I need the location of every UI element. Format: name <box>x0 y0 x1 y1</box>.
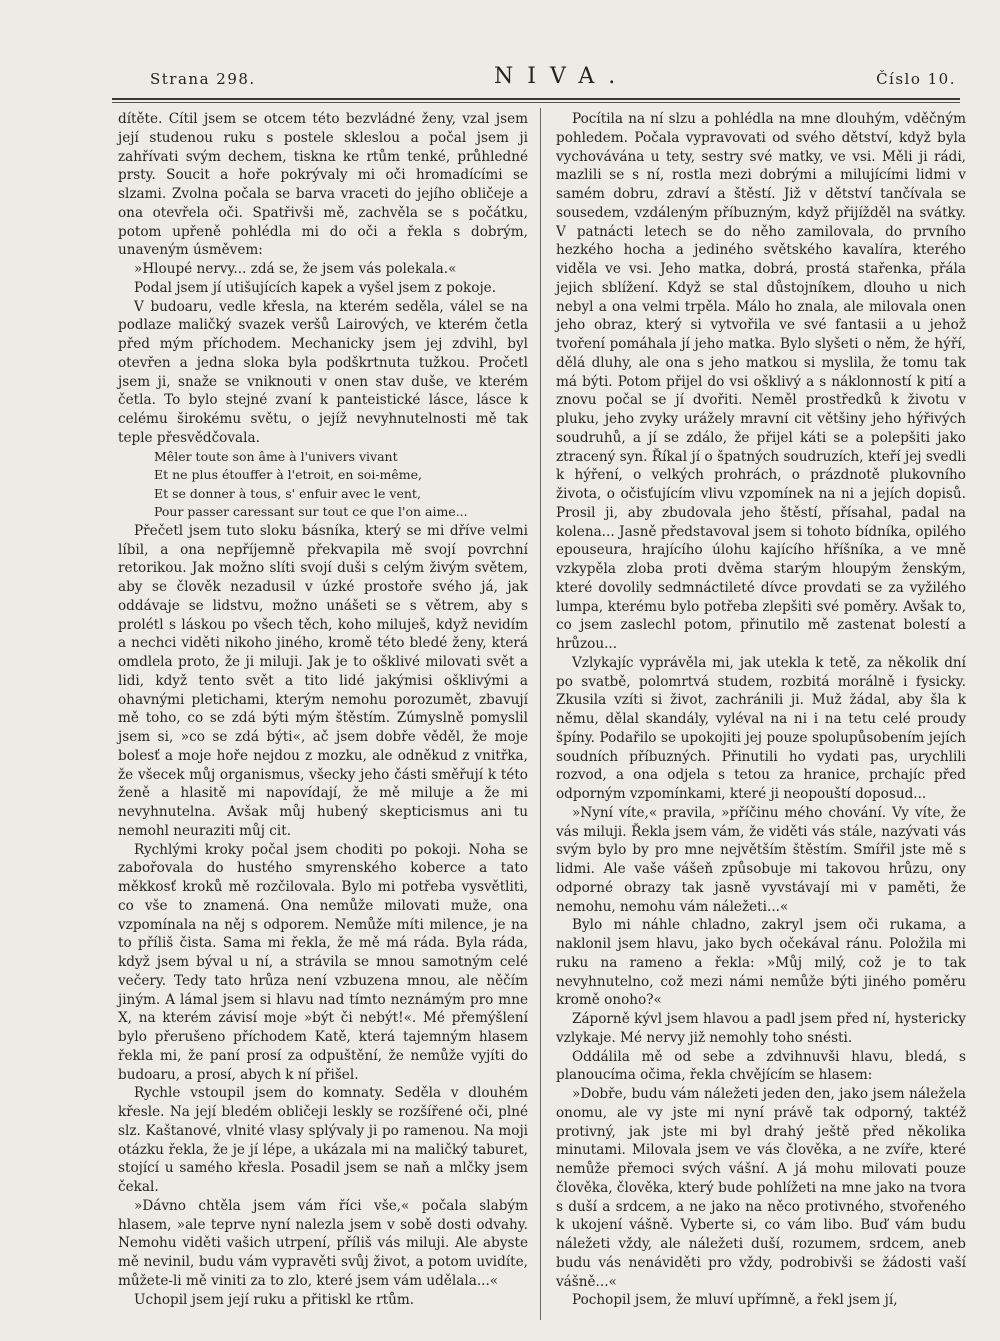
paragraph: Záporně kývl jsem hlavou a padl jsem před ní, hystericky vzlykaje. Mé nervy již nemohly toho snésti. <box>556 1011 966 1046</box>
paragraph: Pochopil jsem, že mluví upřímně, a řekl jsem jí, <box>572 1292 898 1309</box>
paragraph: Uchopil jsem její ruku a přitiskl ke rtům. <box>134 1291 415 1308</box>
right-column <box>556 110 966 1310</box>
paragraph: »Dobře, budu vám náležeti jeden den, jako jsem náležela onomu, ale vy jste mi nyní právě tak odporný, taktéž protivný, jak jste mi byl drahý ještě před několika minutami. Milovala jsem ve vás člověka, a ne zvíře, které nemůže přemoci svých vášní. A já mohu milovati pouze člověka, člověka, který bude pohlížeti na mne jako na tvora s duší a srdcem, a ne jako na něco protivného, stvořeného k ukojení vášně. Vyberte si, co vám libo. Buď vám budu náležeti vždy, ale náležeti duší, rozumem, srdcem, aneb budu vás nenáviděti pro vždy, podrobivši se žádosti vaší vášně...« <box>556 1086 966 1290</box>
paragraph: V budoaru, vedle křesla, na kterém seděla, válel se na podlaze maličký svazek veršů Lairových, ve kterém četla před mým příchodem. Mechanicky jsem jej zdvihl, byl otevřen a jedna sloka byla podškrtnuta tužkou. Pročetl jsem ji, snaže se vniknouti v onen stav duše, ve kterém četla. To bylo stejné zvaní k panteistické lásce, lásce k celému širokému světu, o jejíž nevyhnutelnosti mě tak teple přesvědčovala. <box>118 298 528 446</box>
paragraph: Pocítila na ní slzu a pohlédla na mne dlouhým, vděčným pohledem. Počala vypravovati od svého dětství, když byla vychovávána u tety, sestry své matky, ve vsi. Měli ji rádi, mazlili se s ní, rostla mezi dobrými a milujícími lidmi v samém dobru, zdraví a štěstí. Již v dětství tančívala se sousedem, vzdáleným příbuzným, když přijížděl na svátky. V patnácti letech se do něho zamilovala, do prvního hezkého hocha a jediného světského kavalíra, kterého viděla ve vsi. Jeho matka, dobrá, prostá stařenka, přála jejich sblížení. Když se stal důstojníkem, dlouho u nich nebyl a ona velmi trpěla. Málo ho znala, ale milovala onen jeho obraz, který si vytvořila ve své fantasii a u jehož tvoření pomáhala jí jeho matka. Bylo slyšeti o něm, že hýří, dělá dluhy, ale ona s jeho matkou si myslila, že tomu tak má býti. Potom přijel do vsi ošklivý a s náklonností k pití a znovu počal se jí dvořiti. Neměl prostředků k životu v pluku, jeho zvyky urážely mravní cit většiny jeho hýřivých soudruhů, a jí se zdálo, že přijel káti se a polepšiti jako ztracený syn. Říkal jí o špatných soudruzích, kteří jej svedli k hýření, o velkých prohrách, o prázdnotě plukovního života, o očisťujícím vlivu vzpomínek na ni a jejích dopisů. Prosil ji, aby zbudovala jeho štěstí, přísahal, padal na kolena... Jasně představoval jsem si tohoto bídníka, opilého epouseura, hrajícího úlohu kajícího hříšníka, a ve mně vzkypěla zloba proti dvěma starým hloupým ženským, které dovolily sedmnáctileté dívce provdati se za vyžilého lumpa, kterému bylo potřeba zlepšiti své poměry. Avšak to, co jsem zaslechl potom, přinutilo mě zastenat bolestí a hrůzou... <box>556 111 966 652</box>
paragraph: dítěte. Cítil jsem se otcem této bezvládné ženy, vzal jsem její studenou ruku s postele skleslou a počal jsem ji zahřívati svým dechem, tiskna ke rtům tenké, průhledné prsty. Soucit a hoře pokrývaly mi oči hromadícími se slzami. Zvolna počala se barva vraceti do jejího obličeje a ona otevřela oči. Spatřivši mě, zachvěla se s počátku, potom upřeně pohlédla mi do oči a řekla s dobrým, unaveným úsměvem: <box>118 111 528 259</box>
page-number: Strana 298. <box>150 70 256 88</box>
paragraph: Přečetl jsem tuto sloku básníka, který se mi dříve velmi líbil, a ona nepříjemně překvapila mě svojí povrchní retorikou. Jak možno slíti svojí duši s celým živým světem, aby se člověk nezadusil v úzké prostoře svého já, jak oddávaje se lidstvu, možno unášeti se s větrem, aby s prolétl s láskou po všech těch, koho miluješ, když nevidím a nechci viděti nikoho jiného, kromě této bledé ženy, která omdlela proto, že ji miluji. Jak je to ošklivé milovati svět a lidi, když tento svět a tito lidé jakýmisi ošklivými a ohavnými pletichami, kterým nemohu porozumět, zbavují mě toho, co se zdá býti mým štěstím. Zúmyslně pomyslil jsem si, »co se zdá býti«, ač jsem dobře věděl, že moje bolesť a moje hoře nejdou z mozku, ale odněkud z vnitřka, že všecek můj organismus, všecky jeho části směřují k této ženě a hlasitě mi napovídají, že mě miluje a že mi nevyhnutelna. Avšak můj hubený skepticismus ani tu nemohl neuraziti můj cit. <box>118 522 528 839</box>
left-column <box>118 110 528 1309</box>
issue-number: Číslo 10. <box>876 70 956 88</box>
paragraph: »Nyní víte,« pravila, »příčinu mého chování. Vy víte, že vás miluji. Řekla jsem vám, že viděti vás stále, nazývati vás svým bylo by pro mne největším štěstím. Smířil jste mě s lidmi. Ale vaše vášeň způsobuje mi takovou hrůzu, ony odporné obrazy tak jasně vyvstávají mi v paměti, že nemohu, nemohu vám náležeti...« <box>556 804 966 915</box>
paragraph: Rychlými kroky počal jsem choditi po pokoji. Noha se zabořovala do hustého smyrenského koberce a tato měkkosť kroků mě rozčilovala. Bylo mi potřeba vysvětliti, co vše to znamená. Ona nemůže milovati muže, ona vzpomínala na něj s odporem. Nemůže míti milence, je na to příliš čista. Sama mi řekla, že mě má ráda. Byla ráda, když jsem býval u ní, a strávila se mnou samotným celé večery. Tedy tato hrůza není vzbuzena mnou, ale něčím jiným. A lámal jsem si hlavu nad tímto neznámým pro mne X, na kterém závisí moje »být či nebýt!«. Mé přemýšlení bylo přerušeno příchodem Katě, která tajemným hlasem řekla mi, že paní prosí za odpuštění, že nemůže vyjíti do budoaru, a prosí, abych k ní přišel. <box>118 841 528 1083</box>
magazine-title: NIVA. <box>494 64 630 89</box>
column-divider <box>540 108 541 1320</box>
paragraph: »Dávno chtěla jsem vám říci vše,« počala slabým hlasem, »ale teprve nyní nalezla jsem v sobě dosti odvahy. Nemohu viděti vašich utrpení, příliš vás miluji. Ale abyste mě nevinil, budu vám vypravěti svůj život, a potom uvidíte, můžete-li mě viniti za to zlo, které jsem vám udělala...« <box>118 1197 528 1289</box>
paragraph: Rychle vstoupil jsem do komnaty. Seděla v dlouhém křesle. Na její bledém obličeji leskly se rozšířené oči, plné slz. Kaštanové, vlnité vlasy splývaly ji po ramenou. Na moji otázku řekla, že je jí lépe, a ukázala mi na maličký taburet, stojící u samého křesla. Posadil jsem se naň a mlčky jsem čekal. <box>118 1085 528 1196</box>
verse-quote: Mêler toute son âme à l'univers vivant Et ne plus étouffer à l'etroit, en soi-même, Et se donner à tous, s' enfuir avec le vent, Pour passer caressant sur tout ce que l'on aime... <box>154 448 468 520</box>
paragraph: Podal jsem jí utišujících kapek a vyšel jsem z pokoje. <box>134 279 497 296</box>
page-header <box>112 66 960 100</box>
paragraph: Oddálila mě od sebe a zdvihnuvši hlavu, bledá, s planoucíma očima, řekla chvějícím se hlasem: <box>556 1048 966 1084</box>
paragraph: Bylo mi náhle chladno, zakryl jsem oči rukama, a naklonil jsem hlavu, jako bych očekával ránu. Položila mi ruku na rameno a řekla: »Můj milý, což je to tak nevyhnutelno, což mezi námi nemůže býti jiného poměru kromě onoho?« <box>556 917 966 1009</box>
paragraph: Vzlykajíc vyprávěla mi, jak utekla k tetě, za několik dní po svatbě, polomrtvá studem, rozbitá morálně i fysicky. Zkusila vzíti si život, zachránili ji. Muž žádal, aby šla k němu, dělal skandály, vyléval na ni i na tetu celé proudy špíny. Podařilo se upokojiti jej pouze spolupůsobením jejích soudních příbuzných. Přinutili ho vydati pas, urychlili rozvod, a ona odjela s tetou za hranice, prchajíc před odporným vzpomínkami, které ji neopouští doposud... <box>556 654 966 802</box>
paragraph: »Hloupé nervy... zdá se, že jsem vás polekala.« <box>134 261 457 277</box>
